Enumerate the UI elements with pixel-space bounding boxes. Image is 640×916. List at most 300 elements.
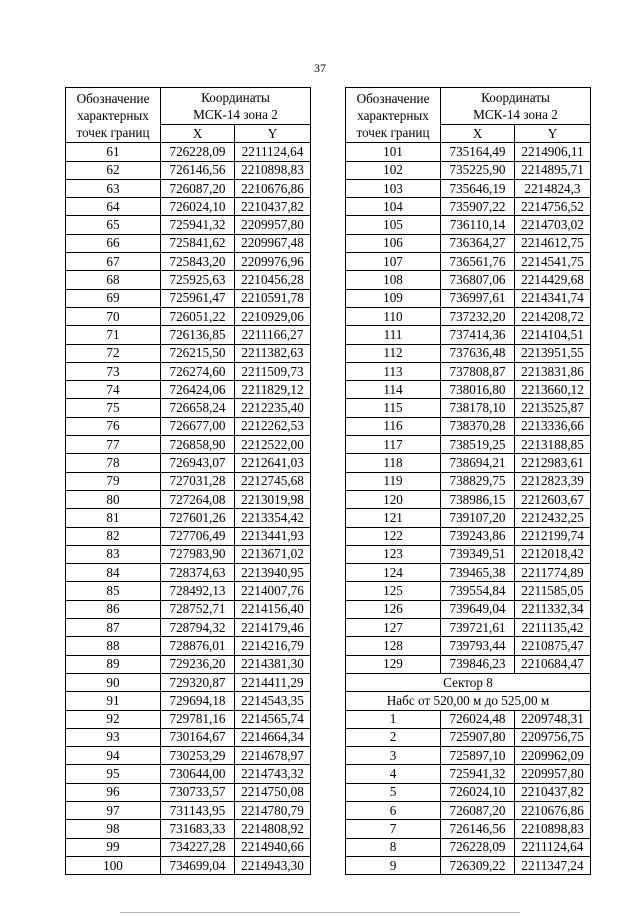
y-coordinate-cell: 2212603,67 [515,490,591,508]
table-row [66,417,311,435]
header-coordinates [161,88,311,125]
table-row [66,161,311,179]
table-row [346,765,591,783]
x-coordinate-cell: 739349,51 [441,545,515,563]
coordinates-table-right [345,87,591,875]
y-coordinate-cell: 2214895,71 [515,161,591,179]
point-number-cell: 98 [66,820,161,838]
point-number-cell: 104 [346,198,441,216]
x-coordinate-cell: 726087,20 [161,179,235,197]
point-number-cell: 101 [346,143,441,161]
table-row [346,472,591,490]
x-coordinate-cell: 737232,20 [441,307,515,325]
point-number-cell: 72 [66,344,161,362]
y-coordinate-cell: 2210929,06 [235,307,311,325]
point-number-cell: 79 [66,472,161,490]
y-coordinate-cell: 2214703,02 [515,216,591,234]
point-number-cell: 92 [66,710,161,728]
table-row [66,655,311,673]
x-coordinate-cell: 726024,48 [441,710,515,728]
point-number-cell: 70 [66,307,161,325]
y-coordinate-cell: 2214208,72 [515,307,591,325]
table-row [346,381,591,399]
y-coordinate-cell: 2210676,86 [515,801,591,819]
point-number-cell: 118 [346,454,441,472]
y-coordinate-cell: 2209957,80 [515,765,591,783]
point-number-cell: 90 [66,673,161,691]
y-coordinate-cell: 2211382,63 [235,344,311,362]
header-coordinates [441,88,591,125]
point-number-cell: 75 [66,399,161,417]
page-number: 37 [314,61,326,75]
x-coordinate-cell: 739554,84 [441,582,515,600]
x-coordinate-cell: 734227,28 [161,838,235,856]
y-coordinate-cell: 2214341,74 [515,289,591,307]
table-row [346,564,591,582]
y-coordinate-cell: 2214429,68 [515,271,591,289]
x-coordinate-cell: 730164,67 [161,728,235,746]
y-coordinate-cell: 2209976,96 [235,253,311,271]
point-number-cell: 77 [66,436,161,454]
point-number-cell: 8 [346,838,441,856]
x-coordinate-cell: 736807,06 [441,271,515,289]
point-number-cell: 64 [66,198,161,216]
x-coordinate-cell: 728876,01 [161,637,235,655]
table-row [66,728,311,746]
y-coordinate-cell: 2213019,98 [235,490,311,508]
x-coordinate-cell: 738986,15 [441,490,515,508]
y-coordinate-cell: 2214808,92 [235,820,311,838]
x-coordinate-cell: 729320,87 [161,673,235,691]
x-coordinate-cell: 727264,08 [161,490,235,508]
table-row [66,381,311,399]
point-number-cell: 102 [346,161,441,179]
x-coordinate-cell: 726024,10 [161,198,235,216]
x-coordinate-cell: 725841,62 [161,234,235,252]
x-coordinate-cell: 725907,80 [441,728,515,746]
table-row [66,710,311,728]
point-number-cell: 74 [66,381,161,399]
point-number-cell: 108 [346,271,441,289]
point-number-cell: 3 [346,747,441,765]
table-row [346,710,591,728]
point-number-cell: 119 [346,472,441,490]
point-number-cell: 4 [346,765,441,783]
x-coordinate-cell: 736561,76 [441,253,515,271]
y-coordinate-cell: 2213660,12 [515,381,591,399]
y-coordinate-cell: 2209962,09 [515,747,591,765]
x-coordinate-cell: 725925,63 [161,271,235,289]
x-coordinate-cell: 736110,14 [441,216,515,234]
y-coordinate-cell: 2212432,25 [515,509,591,527]
table-row [66,344,311,362]
table-row [346,344,591,362]
point-number-cell: 123 [346,545,441,563]
x-coordinate-cell: 738519,25 [441,436,515,454]
x-coordinate-cell: 726274,60 [161,362,235,380]
table-row [66,472,311,490]
table-row [346,143,591,161]
table-row [66,582,311,600]
header-coordinates-system: МСК-14 зона 2 [473,107,558,122]
point-number-cell: 62 [66,161,161,179]
table-row [66,783,311,801]
header-y: Y [235,125,311,143]
table-row [346,362,591,380]
y-coordinate-cell: 2214381,30 [235,655,311,673]
y-coordinate-cell: 2214940,66 [235,838,311,856]
x-coordinate-cell: 736364,27 [441,234,515,252]
table-row [346,307,591,325]
y-coordinate-cell: 2211124,64 [235,143,311,161]
point-number-cell: 115 [346,399,441,417]
x-coordinate-cell: 729694,18 [161,692,235,710]
point-number-cell: 1 [346,710,441,728]
table-row [66,692,311,710]
x-coordinate-cell: 728794,32 [161,619,235,637]
y-coordinate-cell: 2210591,78 [235,289,311,307]
x-coordinate-cell: 737414,36 [441,326,515,344]
table-row [66,747,311,765]
y-coordinate-cell: 2211829,12 [235,381,311,399]
table-row [346,838,591,856]
point-number-cell: 124 [346,564,441,582]
x-coordinate-cell: 727031,28 [161,472,235,490]
table-row [66,216,311,234]
table-row [66,307,311,325]
x-coordinate-cell: 729781,16 [161,710,235,728]
y-coordinate-cell: 2210684,47 [515,655,591,673]
y-coordinate-cell: 2213671,02 [235,545,311,563]
y-coordinate-cell: 2214943,30 [235,856,311,874]
x-coordinate-cell: 738178,10 [441,399,515,417]
table-row [346,509,591,527]
table-row [66,454,311,472]
table-row [346,490,591,508]
x-coordinate-cell: 731143,95 [161,801,235,819]
x-coordinate-cell: 735225,90 [441,161,515,179]
y-coordinate-cell: 2211774,89 [515,564,591,582]
y-coordinate-cell: 2214678,97 [235,747,311,765]
header-coordinates-system: МСК-14 зона 2 [193,107,278,122]
x-coordinate-cell: 726858,90 [161,436,235,454]
sector-subtitle: Набс от 520,00 м до 525,00 м [346,692,591,710]
table-row [66,509,311,527]
table-row [66,289,311,307]
y-coordinate-cell: 2213336,66 [515,417,591,435]
x-coordinate-cell: 727983,90 [161,545,235,563]
y-coordinate-cell: 2214780,79 [235,801,311,819]
point-number-cell: 76 [66,417,161,435]
table-row [346,271,591,289]
point-number-cell: 97 [66,801,161,819]
y-coordinate-cell: 2214756,52 [515,198,591,216]
x-coordinate-cell: 738016,80 [441,381,515,399]
y-coordinate-cell: 2214906,11 [515,143,591,161]
table-row [66,564,311,582]
y-coordinate-cell: 2211509,73 [235,362,311,380]
point-number-cell: 106 [346,234,441,252]
table-row [346,728,591,746]
table-row [66,856,311,874]
point-number-cell: 81 [66,509,161,527]
x-coordinate-cell: 726658,24 [161,399,235,417]
table-row [66,399,311,417]
y-coordinate-cell: 2209756,75 [515,728,591,746]
sector-title: Сектор 8 [346,673,591,691]
x-coordinate-cell: 726215,50 [161,344,235,362]
point-number-cell: 120 [346,490,441,508]
table-row [346,436,591,454]
y-coordinate-cell: 2214216,79 [235,637,311,655]
y-coordinate-cell: 2214664,34 [235,728,311,746]
x-coordinate-cell: 734699,04 [161,856,235,874]
header-designation: Обозначение характерных точек границ [346,88,441,143]
table-row [346,216,591,234]
y-coordinate-cell: 2212018,42 [515,545,591,563]
table-row [66,527,311,545]
point-number-cell: 73 [66,362,161,380]
table-row [66,198,311,216]
table-row [346,234,591,252]
table-row [66,545,311,563]
point-number-cell: 111 [346,326,441,344]
x-coordinate-cell: 737808,87 [441,362,515,380]
point-number-cell: 91 [66,692,161,710]
y-coordinate-cell: 2214824,3 [515,179,591,197]
table-row [66,253,311,271]
point-number-cell: 88 [66,637,161,655]
table-row [346,856,591,874]
y-coordinate-cell: 2210898,83 [235,161,311,179]
table-row [346,289,591,307]
table-row [346,655,591,673]
y-coordinate-cell: 2214750,08 [235,783,311,801]
x-coordinate-cell: 725897,10 [441,747,515,765]
x-coordinate-cell: 726943,07 [161,454,235,472]
point-number-cell: 82 [66,527,161,545]
point-number-cell: 2 [346,728,441,746]
y-coordinate-cell: 2212262,53 [235,417,311,435]
x-coordinate-cell: 726228,09 [161,143,235,161]
x-coordinate-cell: 730253,29 [161,747,235,765]
x-coordinate-cell: 726424,06 [161,381,235,399]
table-row [346,326,591,344]
point-number-cell: 125 [346,582,441,600]
table-row [66,820,311,838]
y-coordinate-cell: 2213441,93 [235,527,311,545]
y-coordinate-cell: 2209967,48 [235,234,311,252]
point-number-cell: 68 [66,271,161,289]
point-number-cell: 61 [66,143,161,161]
x-coordinate-cell: 738370,28 [441,417,515,435]
y-coordinate-cell: 2214104,51 [515,326,591,344]
y-coordinate-cell: 2214179,46 [235,619,311,637]
x-coordinate-cell: 725843,20 [161,253,235,271]
point-number-cell: 63 [66,179,161,197]
y-coordinate-cell: 2213188,85 [515,436,591,454]
table-row [346,198,591,216]
y-coordinate-cell: 2214156,40 [235,600,311,618]
y-coordinate-cell: 2211166,27 [235,326,311,344]
point-number-cell: 78 [66,454,161,472]
table-row [66,673,311,691]
y-coordinate-cell: 2212641,03 [235,454,311,472]
table-row [66,326,311,344]
page-edge-line [120,912,520,913]
point-number-cell: 7 [346,820,441,838]
x-coordinate-cell: 739793,44 [441,637,515,655]
x-coordinate-cell: 726228,09 [441,838,515,856]
point-number-cell: 9 [346,856,441,874]
table-row [346,545,591,563]
header-x: X [441,125,515,143]
x-coordinate-cell: 725961,47 [161,289,235,307]
y-coordinate-cell: 2210456,28 [235,271,311,289]
x-coordinate-cell: 735907,22 [441,198,515,216]
x-coordinate-cell: 725941,32 [441,765,515,783]
point-number-cell: 116 [346,417,441,435]
y-coordinate-cell: 2212235,40 [235,399,311,417]
y-coordinate-cell: 2212522,00 [235,436,311,454]
y-coordinate-cell: 2211585,05 [515,582,591,600]
point-number-cell: 128 [346,637,441,655]
table-row [346,582,591,600]
x-coordinate-cell: 731683,33 [161,820,235,838]
x-coordinate-cell: 739243,86 [441,527,515,545]
table-row [346,399,591,417]
x-coordinate-cell: 726309,22 [441,856,515,874]
x-coordinate-cell: 726677,00 [161,417,235,435]
table-row [66,600,311,618]
point-number-cell: 127 [346,619,441,637]
y-coordinate-cell: 2214543,35 [235,692,311,710]
table-row [66,143,311,161]
table-row [346,161,591,179]
header-designation: Обозначение характерных точек границ [66,88,161,143]
y-coordinate-cell: 2214565,74 [235,710,311,728]
header-coordinates-title: Координаты [481,90,550,105]
coordinates-table-left [65,87,311,875]
point-number-cell: 94 [66,747,161,765]
table-row [346,801,591,819]
y-coordinate-cell: 2210875,47 [515,637,591,655]
y-coordinate-cell: 2214743,32 [235,765,311,783]
x-coordinate-cell: 737636,48 [441,344,515,362]
x-coordinate-cell: 726024,10 [441,783,515,801]
x-coordinate-cell: 727601,26 [161,509,235,527]
x-coordinate-cell: 726146,56 [441,820,515,838]
y-coordinate-cell: 2211135,42 [515,619,591,637]
x-coordinate-cell: 728752,71 [161,600,235,618]
x-coordinate-cell: 738829,75 [441,472,515,490]
x-coordinate-cell: 730733,57 [161,783,235,801]
y-coordinate-cell: 2210437,82 [235,198,311,216]
table-row [66,362,311,380]
x-coordinate-cell: 726051,22 [161,307,235,325]
y-coordinate-cell: 2212199,74 [515,527,591,545]
y-coordinate-cell: 2213354,42 [235,509,311,527]
y-coordinate-cell: 2211347,24 [515,856,591,874]
point-number-cell: 117 [346,436,441,454]
y-coordinate-cell: 2210437,82 [515,783,591,801]
table-row [346,417,591,435]
y-coordinate-cell: 2211332,34 [515,600,591,618]
x-coordinate-cell: 726087,20 [441,801,515,819]
point-number-cell: 84 [66,564,161,582]
y-coordinate-cell: 2210676,86 [235,179,311,197]
point-number-cell: 83 [66,545,161,563]
point-number-cell: 109 [346,289,441,307]
table-row [66,619,311,637]
x-coordinate-cell: 729236,20 [161,655,235,673]
y-coordinate-cell: 2211124,64 [515,838,591,856]
header-x: X [161,125,235,143]
x-coordinate-cell: 728492,13 [161,582,235,600]
y-coordinate-cell: 2212983,61 [515,454,591,472]
y-coordinate-cell: 2212823,39 [515,472,591,490]
point-number-cell: 6 [346,801,441,819]
table-row [346,600,591,618]
x-coordinate-cell: 738694,21 [441,454,515,472]
point-number-cell: 65 [66,216,161,234]
table-row [66,436,311,454]
y-coordinate-cell: 2213525,87 [515,399,591,417]
point-number-cell: 71 [66,326,161,344]
table-row [346,454,591,472]
x-coordinate-cell: 735646,19 [441,179,515,197]
point-number-cell: 89 [66,655,161,673]
x-coordinate-cell: 739649,04 [441,600,515,618]
point-number-cell: 85 [66,582,161,600]
y-coordinate-cell: 2210898,83 [515,820,591,838]
point-number-cell: 93 [66,728,161,746]
point-number-cell: 95 [66,765,161,783]
table-row [66,765,311,783]
y-coordinate-cell: 2212745,68 [235,472,311,490]
point-number-cell: 112 [346,344,441,362]
x-coordinate-cell: 725941,32 [161,216,235,234]
x-coordinate-cell: 726146,56 [161,161,235,179]
y-coordinate-cell: 2213951,55 [515,344,591,362]
point-number-cell: 122 [346,527,441,545]
point-number-cell: 80 [66,490,161,508]
table-row [346,747,591,765]
table-row [66,838,311,856]
point-number-cell: 99 [66,838,161,856]
y-coordinate-cell: 2213940,95 [235,564,311,582]
point-number-cell: 105 [346,216,441,234]
table-row [346,783,591,801]
table-row [66,490,311,508]
table-row [66,801,311,819]
table-row [346,253,591,271]
table-row [66,637,311,655]
point-number-cell: 67 [66,253,161,271]
y-coordinate-cell: 2214007,76 [235,582,311,600]
y-coordinate-cell: 2214411,29 [235,673,311,691]
table-row [346,179,591,197]
point-number-cell: 69 [66,289,161,307]
point-number-cell: 113 [346,362,441,380]
y-coordinate-cell: 2209957,80 [235,216,311,234]
point-number-cell: 126 [346,600,441,618]
table-row [346,527,591,545]
table-row [66,271,311,289]
table-row [346,619,591,637]
x-coordinate-cell: 726136,85 [161,326,235,344]
point-number-cell: 100 [66,856,161,874]
